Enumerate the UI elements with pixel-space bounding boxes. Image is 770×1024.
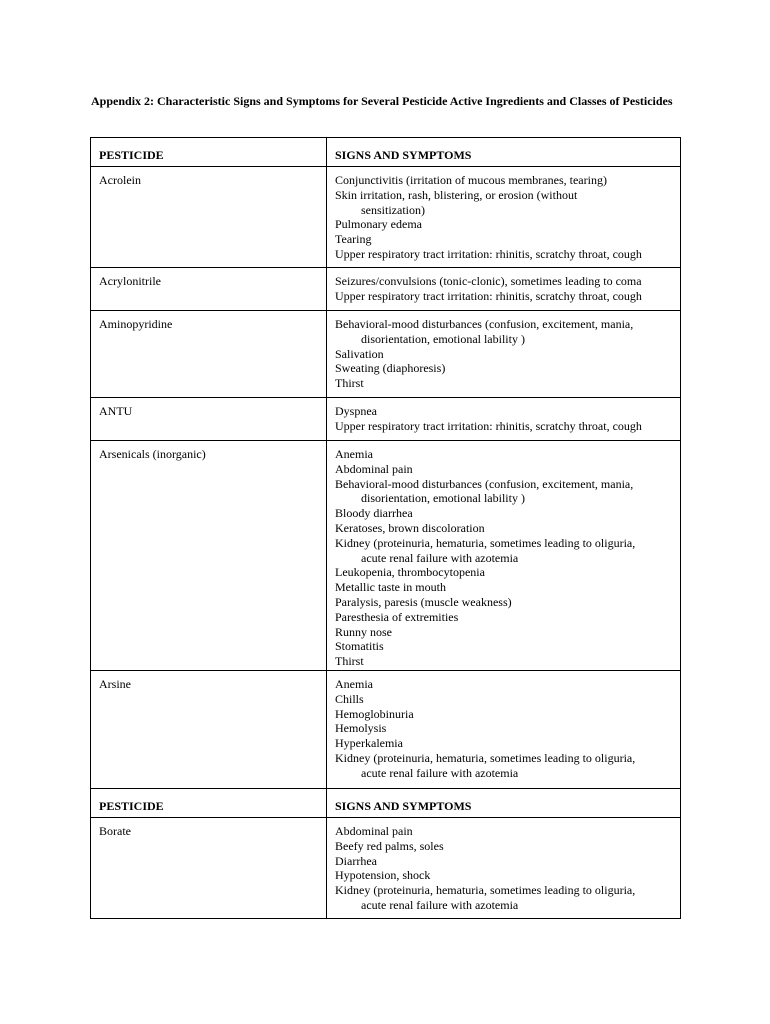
symptom-line: Anemia <box>335 447 373 461</box>
symptom-line: disorientation, emotional lability ) <box>361 331 525 346</box>
pesticide-name: Borate <box>91 818 327 918</box>
symptoms-list <box>327 818 680 918</box>
symptom-line: Kidney (proteinuria, hematuria, sometimes leading to oliguria, <box>335 535 636 550</box>
table-row <box>91 398 680 441</box>
symptom-line: Dyspnea <box>335 404 377 418</box>
symptom-line: Thirst <box>335 376 364 391</box>
symptom-line: Runny nose <box>335 624 392 639</box>
symptom-line: acute renal failure with azotemia <box>361 765 519 780</box>
symptom-line: Bloody diarrhea <box>335 506 413 521</box>
symptom-line: Metallic taste in mouth <box>335 580 446 595</box>
symptom-line: Stomatitis <box>335 639 384 654</box>
symptom-line: sensitization) <box>361 202 425 217</box>
pesticide-name: Arsenicals (inorganic) <box>91 441 327 670</box>
header-signs-and-symptoms: SIGNS AND SYMPTOMS <box>335 799 472 813</box>
symptom-line: Conjunctivitis (irritation of mucous membranes, tearing) <box>335 173 607 187</box>
symptom-line: Thirst <box>335 654 364 669</box>
pesticide-name: ANTU <box>91 398 327 440</box>
symptom-line: Paralysis, paresis (muscle weakness) <box>335 594 512 609</box>
pesticide-name: Arsine <box>91 671 327 788</box>
symptom-line: disorientation, emotional lability ) <box>361 491 525 506</box>
symptom-line: Hypotension, shock <box>335 868 431 883</box>
symptom-line: Hemolysis <box>335 721 387 736</box>
symptoms-list <box>327 167 680 267</box>
symptom-line: Upper respiratory tract irritation: rhinitis, scratchy throat, cough <box>335 288 642 303</box>
symptom-line: Beefy red palms, soles <box>335 838 444 853</box>
symptom-line: Paresthesia of extremities <box>335 609 459 624</box>
symptoms-list <box>327 398 680 440</box>
symptom-line: Upper respiratory tract irritation: rhinitis, scratchy throat, cough <box>335 418 642 433</box>
page-title: Appendix 2: Characteristic Signs and Symptoms for Several Pesticide Active Ingredients and Classes of Pesticides <box>91 94 673 108</box>
symptom-line: Seizures/convulsions (tonic-clonic), sometimes leading to coma <box>335 274 642 288</box>
symptom-line: Kidney (proteinuria, hematuria, sometimes leading to oliguria, <box>335 883 636 898</box>
symptom-line: Keratoses, brown discoloration <box>335 520 485 535</box>
symptoms-list <box>327 311 680 397</box>
symptom-line: Abdominal pain <box>335 824 413 838</box>
pesticide-name: Acrylonitrile <box>91 268 327 310</box>
symptom-line: Chills <box>335 691 364 706</box>
symptom-line: Pulmonary edema <box>335 217 422 232</box>
table-header-row-repeat <box>91 789 680 818</box>
symptoms-list <box>327 268 680 310</box>
symptom-line: Leukopenia, thrombocytopenia <box>335 565 485 580</box>
symptom-line: Hemoglobinuria <box>335 706 414 721</box>
table-row <box>91 441 680 671</box>
header-signs-and-symptoms: SIGNS AND SYMPTOMS <box>335 148 472 162</box>
symptom-line: Anemia <box>335 677 373 691</box>
header-pesticide: PESTICIDE <box>91 138 327 166</box>
symptom-line: Tearing <box>335 232 372 247</box>
symptom-line: acute renal failure with azotemia <box>361 550 519 565</box>
symptoms-list <box>327 671 680 788</box>
symptom-line: Salivation <box>335 346 384 361</box>
symptoms-list <box>327 441 680 670</box>
symptom-line: Abdominal pain <box>335 461 413 476</box>
symptom-line: Behavioral-mood disturbances (confusion, excitement, mania, <box>335 476 634 491</box>
symptom-line: Kidney (proteinuria, hematuria, sometimes leading to oliguria, <box>335 750 636 765</box>
table-row <box>91 818 680 919</box>
symptom-line: Sweating (diaphoresis) <box>335 361 446 376</box>
table-row <box>91 311 680 398</box>
symptom-line: Skin irritation, rash, blistering, or erosion (without <box>335 187 578 202</box>
table-header-row <box>91 138 680 167</box>
header-pesticide: PESTICIDE <box>91 789 327 817</box>
table-row <box>91 167 680 268</box>
symptom-line: Behavioral-mood disturbances (confusion, excitement, mania, <box>335 317 634 331</box>
pesticide-name: Acrolein <box>91 167 327 267</box>
table-row <box>91 268 680 311</box>
symptom-line: Diarrhea <box>335 853 377 868</box>
symptom-line: acute renal failure with azotemia <box>361 897 519 912</box>
symptom-line: Hyperkalemia <box>335 736 403 751</box>
pesticide-name: Aminopyridine <box>91 311 327 397</box>
table-row <box>91 671 680 789</box>
pesticide-table <box>90 137 681 919</box>
symptom-line: Upper respiratory tract irritation: rhinitis, scratchy throat, cough <box>335 246 642 261</box>
